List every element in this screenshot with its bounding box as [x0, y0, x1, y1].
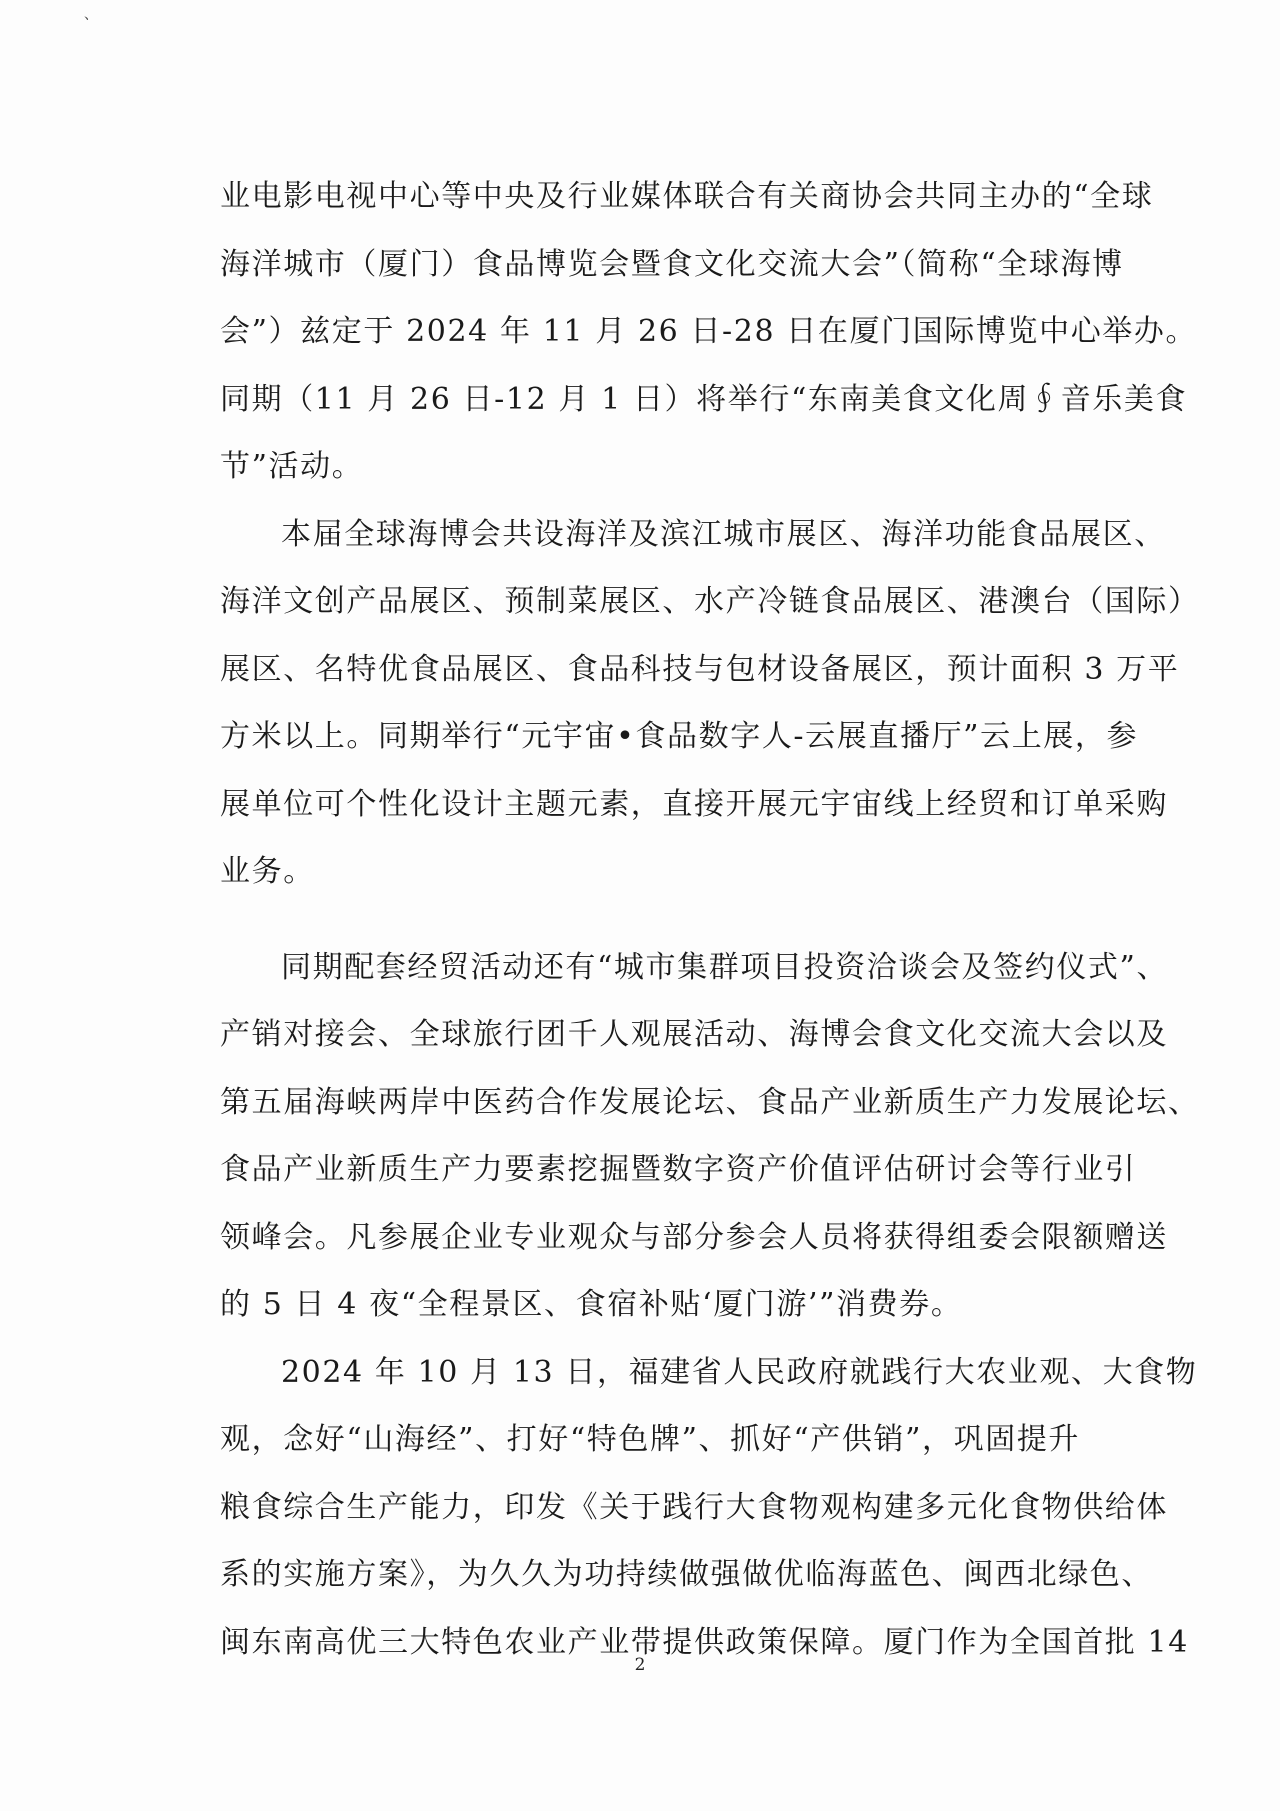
text-line: 同期配套经贸活动还有“城市集群项目投资洽谈会及签约仪式”、	[281, 949, 1169, 985]
text-line: 会”）兹定于 2024 年 11 月 26 日-28 日在厦门国际博览中心举办。	[220, 314, 1198, 349]
page-number: 2	[634, 1655, 646, 1675]
text-line: 食品产业新质生产力要素挖掘暨数字资产价值评估研讨会等行业引	[220, 1152, 1137, 1187]
text-line: 方米以上。同期举行“元宇宙•食品数字人-云展直播厅”云上展，参	[220, 719, 1139, 754]
paragraph-3	[220, 934, 1200, 1339]
text-line: 同期（11 月 26 日-12 月 1 日）将举行“东南美食文化周∮音乐美食	[220, 381, 1188, 417]
text-line: 节”活动。	[220, 449, 364, 484]
text-line: 闽东南高优三大特色农业产业带提供政策保障。厦门作为全国首批 14	[220, 1624, 1189, 1660]
text-line: 2024 年 10 月 13 日，福建省人民政府就践行大农业观、大食物	[281, 1354, 1198, 1390]
text-line: 的 5 日 4 夜“全程景区、食宿补贴‘厦门游’”消费券。	[220, 1287, 963, 1322]
paragraph-1	[220, 163, 1198, 501]
text-line: 展区、名特优食品展区、食品科技与包材设备展区，预计面积 3 万平	[220, 651, 1180, 687]
paragraph-2	[220, 501, 1200, 906]
text-line: 领峰会。凡参展企业专业观众与部分参会人员将获得组委会限额赠送	[220, 1219, 1168, 1255]
text-line: 海洋文创产品展区、预制菜展区、水产冷链食品展区、港澳台（国际）	[220, 584, 1200, 619]
text-line: 业务。	[220, 854, 315, 889]
text-line: 系的实施方案》，为久久为功持续做强做优临海蓝色、闽西北绿色、	[220, 1557, 1153, 1592]
document-body	[220, 163, 1200, 1676]
text-line: 展单位可个性化设计主题元素，直接开展元宇宙线上经贸和订单采购	[220, 786, 1168, 822]
text-line: 业电影电视中心等中央及行业媒体联合有关商协会共同主办的“全球	[220, 179, 1154, 214]
paragraph-gap	[220, 906, 1060, 934]
paragraph-4	[220, 1339, 1198, 1677]
scan-mark: 、	[84, 7, 98, 23]
text-line: 第五届海峡两岸中医药合作发展论坛、食品产业新质生产力发展论坛、	[220, 1084, 1200, 1120]
text-line: 观，念好“山海经”、打好“特色牌”、抓好“产供销”，巩固提升	[220, 1422, 1081, 1457]
text-line: 粮食综合生产能力，印发《关于践行大食物观构建多元化食物供给体	[220, 1489, 1168, 1525]
text-line: 产销对接会、全球旅行团千人观展活动、海博会食文化交流大会以及	[220, 1017, 1168, 1052]
text-line: 本届全球海博会共设海洋及滨江城市展区、海洋功能食品展区、	[281, 516, 1166, 552]
text-line: 海洋城市（厦门）食品博览会暨食文化交流大会”（简称“全球海博	[220, 246, 1124, 282]
